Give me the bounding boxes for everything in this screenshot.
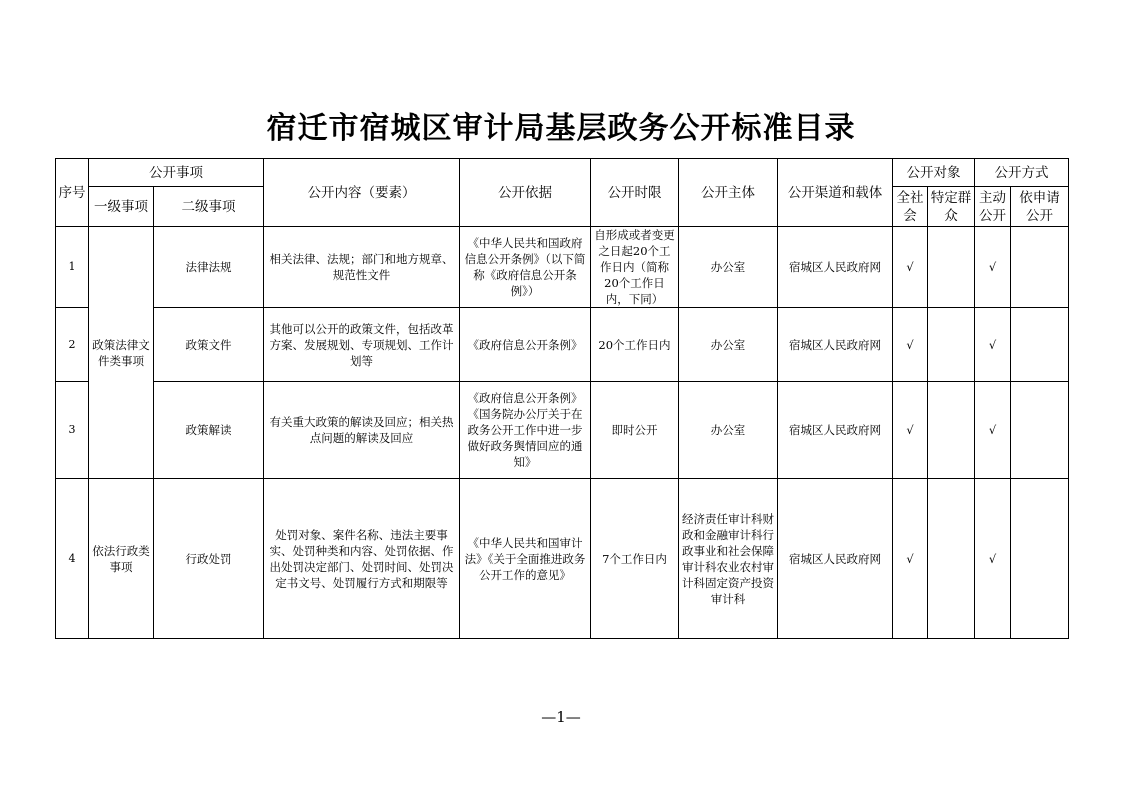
header-basis: 公开依据: [460, 159, 591, 227]
target-specific-check: [928, 308, 975, 382]
header-method-active: 主动公开: [975, 187, 1011, 227]
header-subject: 公开主体: [679, 159, 778, 227]
subject-cell: 经济责任审计科财政和金融审计科行政事业和社会保障审计科农业农村审计科固定资产投资审计科: [679, 479, 778, 639]
row-number: 3: [56, 382, 89, 479]
content-cell: 处罚对象、案件名称、违法主要事实、处罚种类和内容、处罚依据、作出处罚决定部门、处罚时间、处罚决定书文号、处罚履行方式和期限等: [264, 479, 460, 639]
basis-cell: 《政府信息公开条例》《国务院办公厅关于在政务公开工作中进一步做好政务舆情回应的通知》: [460, 382, 591, 479]
row-number: 4: [56, 479, 89, 639]
subject-cell: 办公室: [679, 382, 778, 479]
subject-cell: 办公室: [679, 308, 778, 382]
header-method: 公开方式: [975, 159, 1069, 187]
channel-cell: 宿城区人民政府网: [778, 382, 893, 479]
method-active-check: √: [975, 479, 1011, 639]
channel-cell: 宿城区人民政府网: [778, 479, 893, 639]
header-level2: 二级事项: [154, 187, 264, 227]
header-channel: 公开渠道和载体: [778, 159, 893, 227]
content-cell: 相关法律、法规；部门和地方规章、规范性文件: [264, 227, 460, 308]
level2-item: 政策解读: [154, 382, 264, 479]
target-all-check: √: [893, 227, 928, 308]
method-request-check: [1011, 308, 1069, 382]
timelimit-cell: 7个工作日内: [591, 479, 679, 639]
header-target-all: 全社会: [893, 187, 928, 227]
row-number: 2: [56, 308, 89, 382]
method-active-check: √: [975, 308, 1011, 382]
header-timelimit: 公开时限: [591, 159, 679, 227]
header-target-specific: 特定群众: [928, 187, 975, 227]
method-request-check: [1011, 479, 1069, 639]
header-content: 公开内容（要素）: [264, 159, 460, 227]
disclosure-catalog-table: [55, 158, 1069, 639]
table-row: [56, 308, 1069, 382]
method-active-check: √: [975, 382, 1011, 479]
method-request-check: [1011, 382, 1069, 479]
table-row: [56, 227, 1069, 308]
content-cell: 有关重大政策的解读及回应；相关热点问题的解读及回应: [264, 382, 460, 479]
channel-cell: 宿城区人民政府网: [778, 308, 893, 382]
page-title: 宿迁市宿城区审计局基层政务公开标准目录: [266, 111, 856, 146]
timelimit-cell: 20个工作日内: [591, 308, 679, 382]
level1-group: 依法行政类事项: [89, 479, 154, 639]
target-all-check: √: [893, 308, 928, 382]
basis-cell: 《中华人民共和国政府信息公开条例》（以下简称《政府信息公开条例》）: [460, 227, 591, 308]
header-method-request: 依申请公开: [1011, 187, 1069, 227]
header-row-1: [56, 159, 1069, 187]
level2-item: 法律法规: [154, 227, 264, 308]
level2-item: 政策文件: [154, 308, 264, 382]
timelimit-cell: 即时公开: [591, 382, 679, 479]
basis-cell: 《中华人民共和国审计法》《关于全面推进政务公开工作的意见》: [460, 479, 591, 639]
method-request-check: [1011, 227, 1069, 308]
row-number: 1: [56, 227, 89, 308]
subject-cell: 办公室: [679, 227, 778, 308]
target-specific-check: [928, 479, 975, 639]
table-row: [56, 382, 1069, 479]
method-active-check: √: [975, 227, 1011, 308]
level1-group: 政策法律文件类事项: [89, 227, 154, 479]
page-number: —1—: [541, 708, 581, 726]
header-matters: 公开事项: [89, 159, 264, 187]
target-all-check: √: [893, 479, 928, 639]
timelimit-cell: 自形成或者变更之日起20个工作日内（简称20个工作日内，下同）: [591, 227, 679, 308]
level2-item: 行政处罚: [154, 479, 264, 639]
target-specific-check: [928, 227, 975, 308]
target-all-check: √: [893, 382, 928, 479]
table-row: [56, 479, 1069, 639]
header-seq: 序号: [56, 159, 89, 227]
content-cell: 其他可以公开的政策文件，包括改革方案、发展规划、专项规划、工作计划等: [264, 308, 460, 382]
channel-cell: 宿城区人民政府网: [778, 227, 893, 308]
header-target: 公开对象: [893, 159, 975, 187]
basis-cell: 《政府信息公开条例》: [460, 308, 591, 382]
header-level1: 一级事项: [89, 187, 154, 227]
target-specific-check: [928, 382, 975, 479]
